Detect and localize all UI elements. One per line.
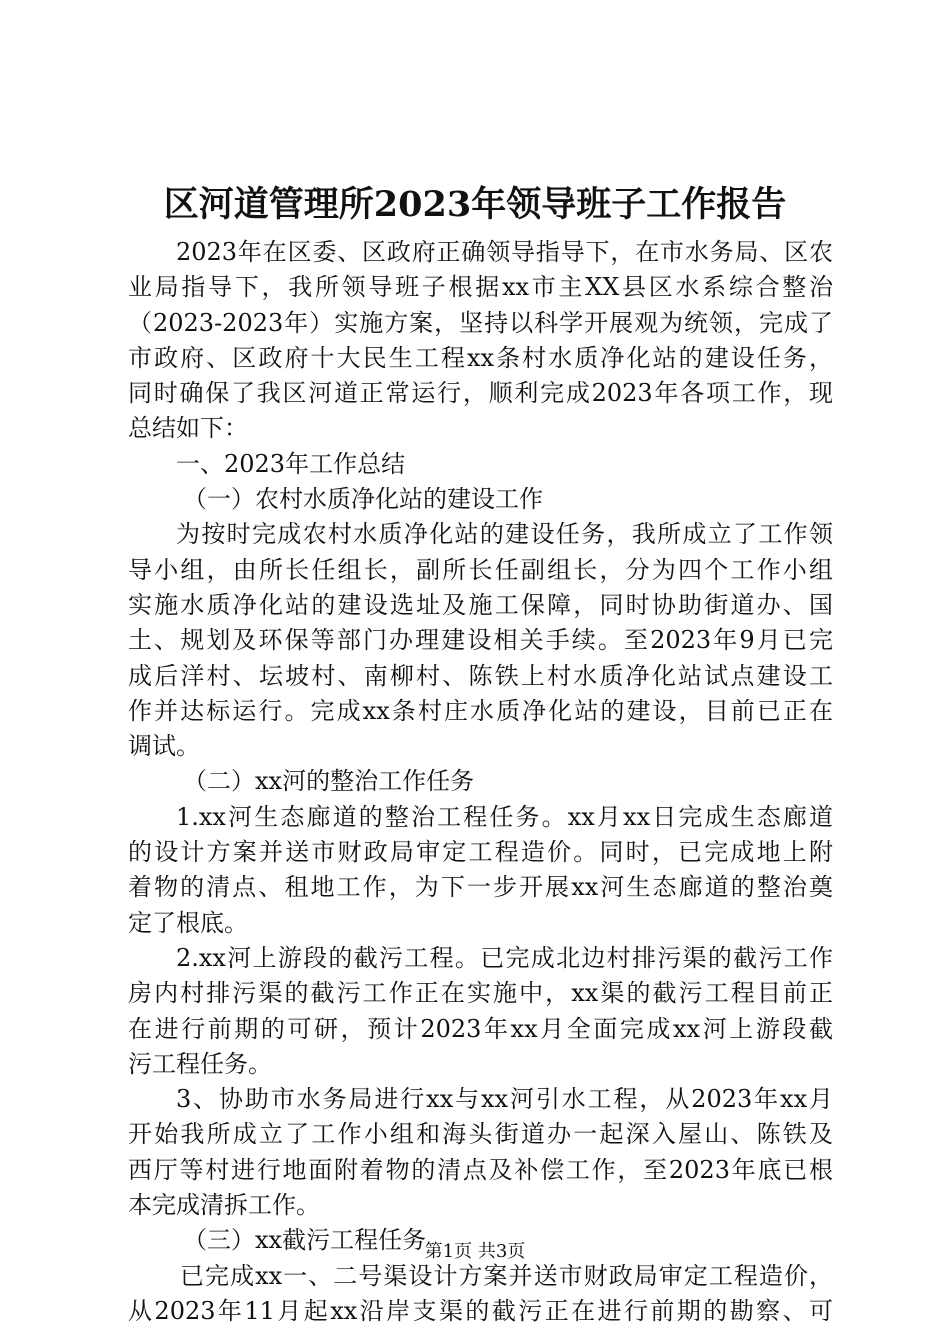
paragraph-line: 同时确保了我区河道正常运行，顺利完成2023年各项工作，现 [128,379,833,408]
paragraph-line: 作并达标运行。完成xx条村庄水质净化站的建设，目前已正在 [128,696,833,725]
paragraph-line: （2023-2023年）实施方案，坚持以科学开展观为统领，完成了 [128,308,833,337]
paragraph-line: 总结如下： [128,414,248,443]
document-title: 区河道管理所2023年领导班子工作报告 [163,184,787,225]
paragraph-line: 从2023年11月起xx沿岸支渠的截污正在进行前期的勘察、可 [128,1296,833,1325]
paragraph-line: 已完成xx一、二号渠设计方案并送市财政局审定工程造价， [180,1261,833,1290]
paragraph-line: 着物的清点、租地工作，为下一步开展xx河生态廊道的整治奠 [128,873,833,902]
paragraph-line: 房内村排污渠的截污工作正在实施中，xx渠的截污工程目前正 [128,979,833,1008]
subsection-heading: （一）农村水质净化站的建设工作 [183,485,543,514]
subsection-heading: （三）xx截污工程任务 [183,1226,427,1255]
paragraph-line: 本完成清拆工作。 [128,1191,320,1220]
page-number-footer: 第1页 共3页 [424,1241,526,1262]
paragraph-line: 2023年在区委、区政府正确领导指导下，在市水务局、区农 [176,238,833,266]
paragraph-line: 调试。 [128,732,200,761]
paragraph-line: 3、协助市水务局进行xx与xx河引水工程，从2023年xx月 [176,1085,833,1114]
paragraph-line: 实施水质净化站的建设选址及施工保障，同时协助街道办、国 [128,590,833,619]
document-body [128,235,833,1329]
paragraph-line: 在进行前期的可研，预计2023年xx月全面完成xx河上游段截 [128,1014,833,1043]
subsection-heading: （二）xx河的整治工作任务 [183,767,475,796]
paragraph-line: 1.xx河生态廊道的整治工程任务。xx月xx日完成生态廊道 [176,802,833,831]
paragraph-line: 污工程任务。 [128,1049,272,1078]
paragraph-line: 2.xx河上游段的截污工程。已完成北边村排污渠的截污工作 [176,943,833,972]
paragraph-line: 市政府、区政府十大民生工程xx条村水质净化站的建设任务， [128,343,833,372]
paragraph-line: 土、规划及环保等部门办理建设相关手续。至2023年9月已完 [128,626,833,655]
paragraph-line: 业局指导下，我所领导班子根据xx市主XX县区水系综合整治 [128,273,833,302]
paragraph-line: 的设计方案并送市财政局审定工程造价。同时，已完成地上附 [128,838,833,867]
section-heading: 一、2023年工作总结 [176,449,406,478]
paragraph-line: 定了根底。 [128,908,248,937]
paragraph-line: 为按时完成农村水质净化站的建设任务，我所成立了工作领 [176,520,833,549]
paragraph-line: 导小组，由所长任组长，副所长任副组长，分为四个工作小组 [128,555,833,584]
paragraph-line: 西厅等村进行地面附着物的清点及补偿工作，至2023年底已根 [128,1155,833,1184]
paragraph-line: 开始我所成立了工作小组和海头街道办一起深入屋山、陈铁及 [128,1120,833,1149]
paragraph-line: 成后洋村、坛坡村、南柳村、陈铁上村水质净化站试点建设工 [128,661,833,690]
